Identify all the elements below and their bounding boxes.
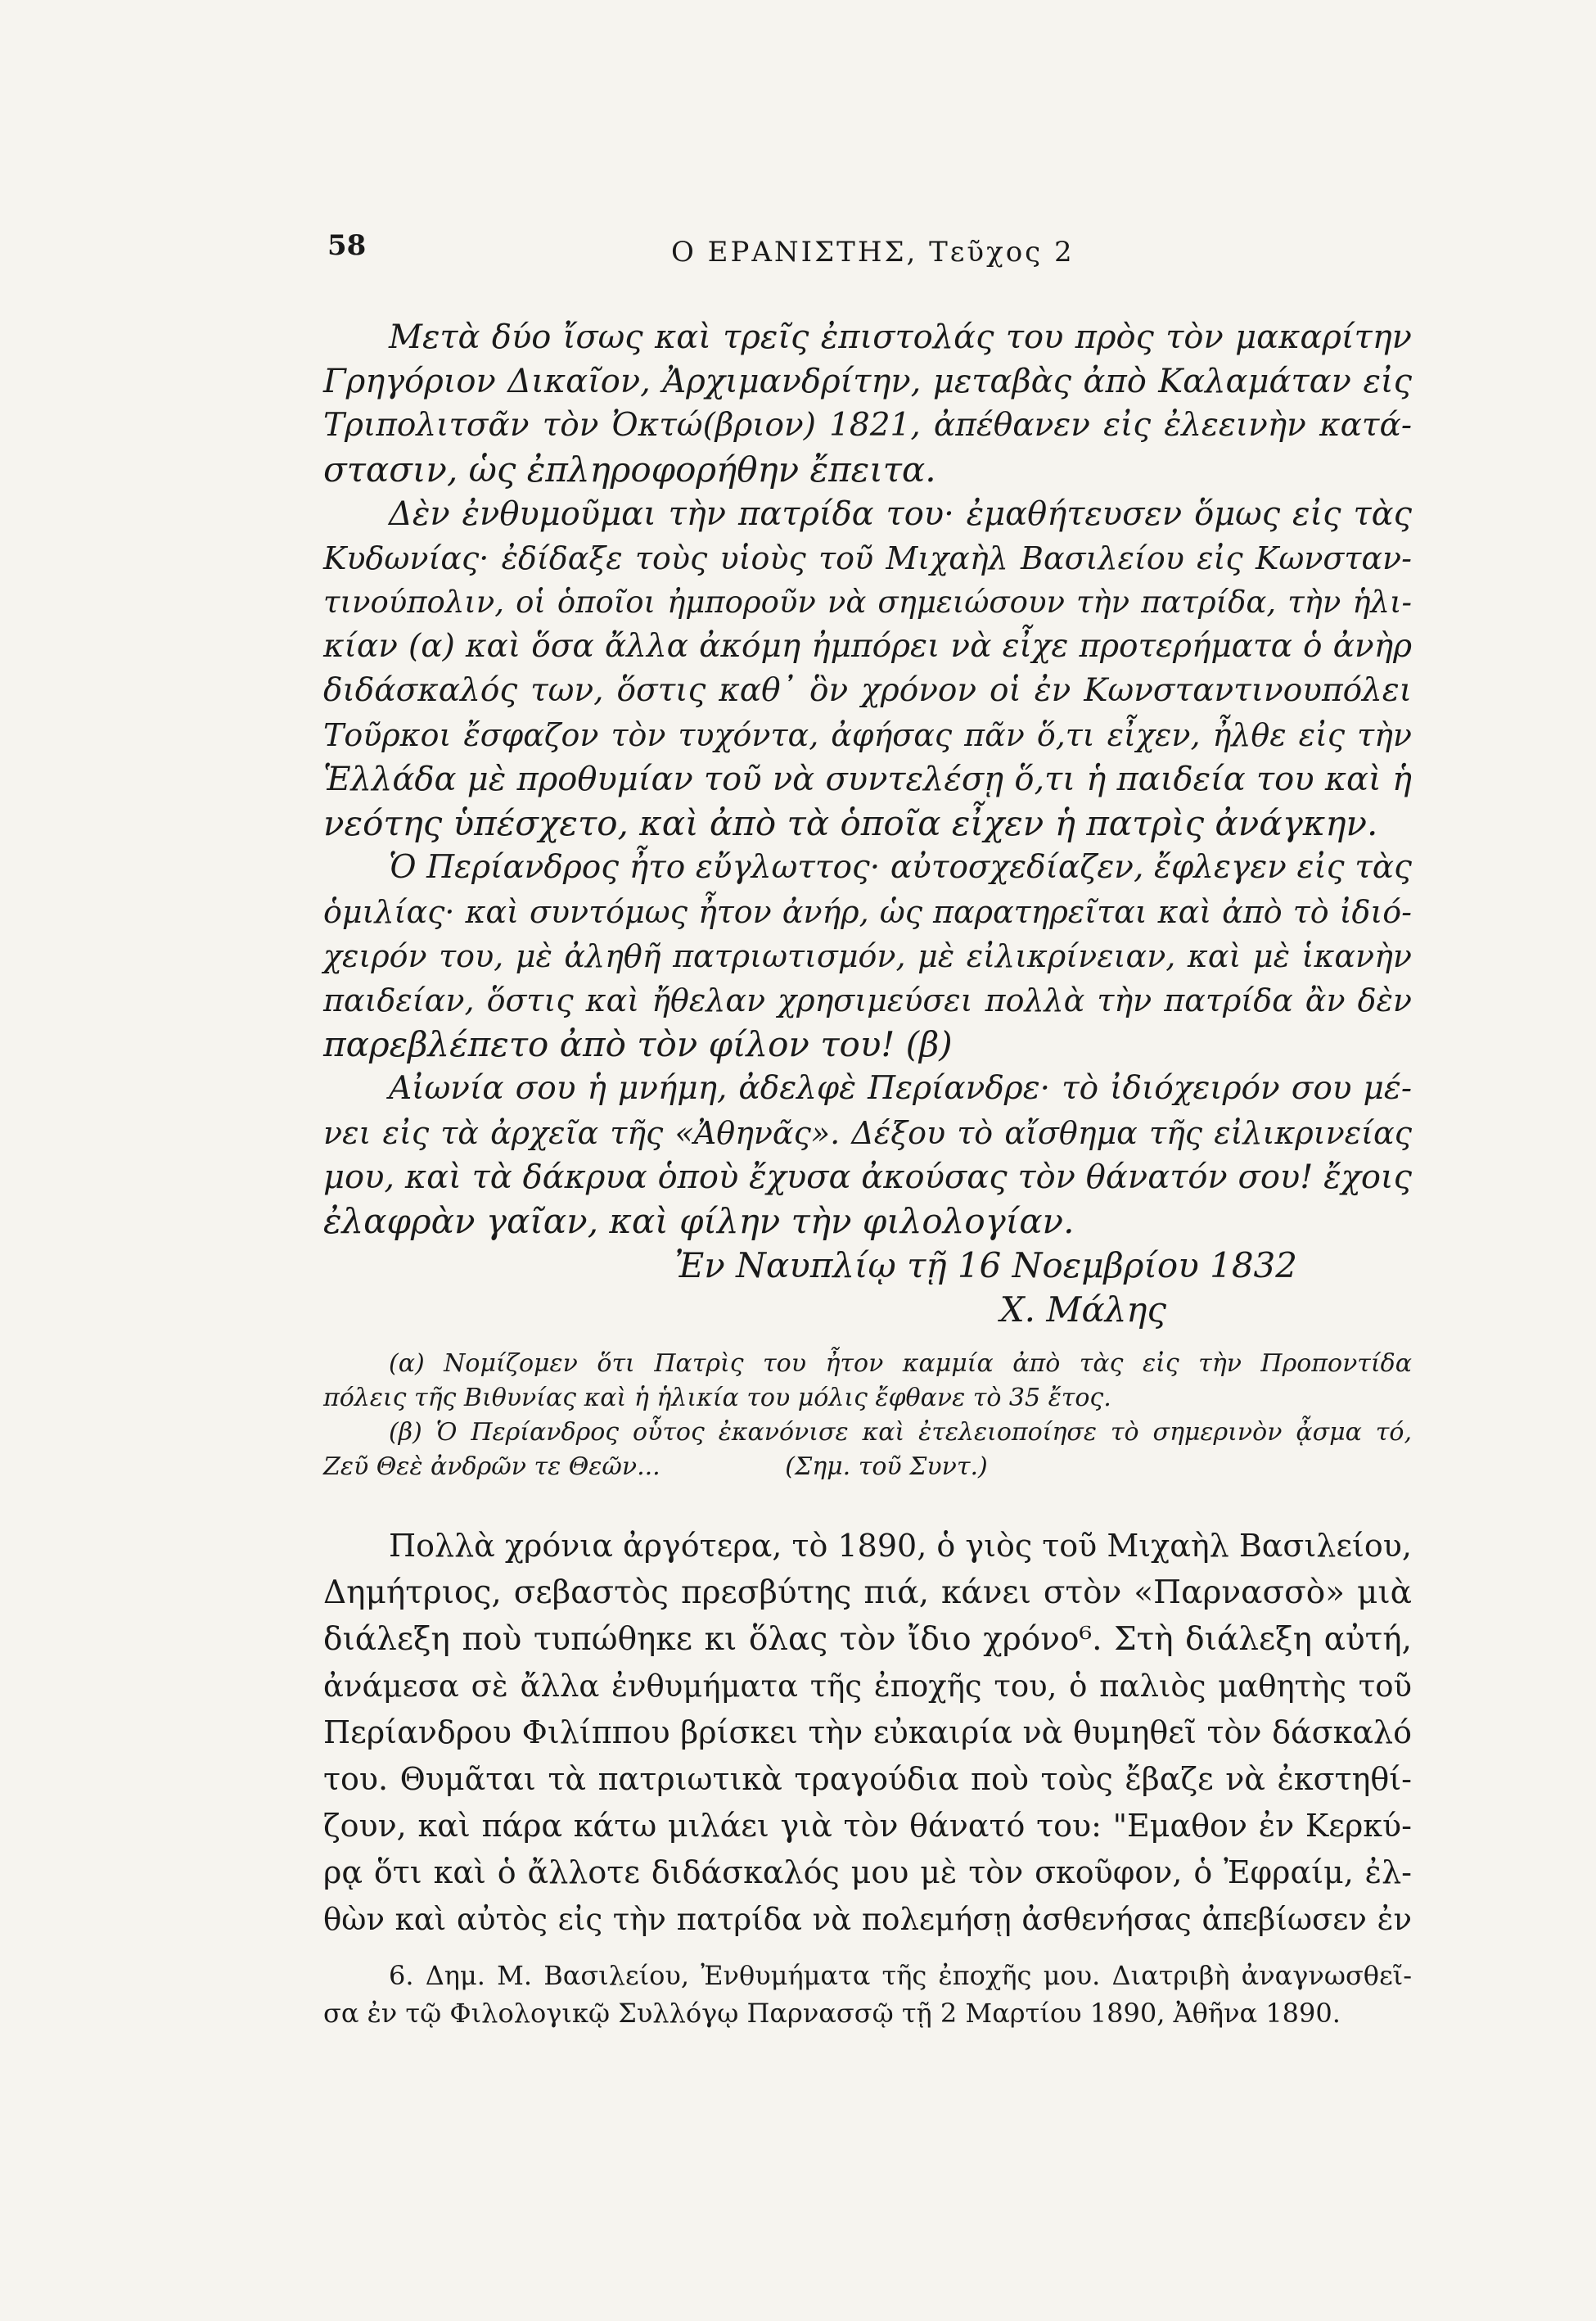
quoted-letter [323, 315, 1412, 1332]
body-line: Περίανδρου Φιλίππου βρίσκει τὴν εὐκαιρία νὰ θυμηθεῖ τὸν δάσκαλό [323, 1714, 1412, 1750]
quote-line: Ὁ Περίανδρος ἦτο εὔγλωττος· αὐτοσχεδίαζεν, ἔφλεγεν εἰς τὰς [389, 849, 1412, 886]
page-header [327, 229, 1473, 278]
quote-line: Δὲν ἐνθυμοῦμαι τὴν πατρίδα του· ἐμαθήτευσεν ὅμως εἰς τὰς [389, 495, 1412, 533]
footnote-line: 6. Δημ. Μ. Βασιλείου, Ἐνθυμήματα τῆς ἐποχῆς μου. Διατριβὴ ἀναγνωσθεῖ- [389, 1960, 1412, 1991]
quote-line: Τριπολιτσᾶν τὸν Ὀκτώ(βριον) 1821, ἀπέθανεν εἰς ἐλεεινὴν κατά- [323, 407, 1412, 444]
quote-line: χειρόν του, μὲ ἀληθῆ πατριωτισμόν, μὲ εἰλικρίνειαν, καὶ μὲ ἱκανὴν [323, 938, 1412, 974]
footnote [323, 1957, 1412, 2032]
place-date: Ἐν Ναυπλίῳ τῇ 16 Νοεμβρίου 1832 [674, 1245, 1297, 1285]
note-line: (α) Νομίζομεν ὅτι Πατρὶς του ἦτον καμμία ἀπὸ τὰς εἰς τὴν Προποντίδα [389, 1349, 1412, 1378]
quote-line: παιδείαν, ὅστις καὶ ἤθελαν χρησιμεύσει πολλὰ τὴν πατρίδα ἂν δὲν [323, 982, 1412, 1018]
body-line: διάλεξη ποὺ τυπώθηκε κι ὅλας τὸν ἴδιο χρόνο⁶. Στὴ διάλεξη αὐτή, [323, 1621, 1412, 1658]
quote-line: ἐλαφρὰν γαῖαν, καὶ φίλην τὴν φιλολογίαν. [323, 1201, 1075, 1241]
quote-line: τινούπολιν, οἱ ὁποῖοι ἠμποροῦν νὰ σημειώσουν τὴν πατρίδα, τὴν ἡλι- [323, 585, 1412, 620]
quote-line: παρεβλέπετο ἀπὸ τὸν φίλον του! (β) [323, 1024, 953, 1064]
quote-line: Κυδωνίας· ἐδίδαξε τοὺς υἱοὺς τοῦ Μιχαὴλ Βασιλείου εἰς Κωνσταν- [323, 540, 1412, 576]
body-line: θὼν καὶ αὐτὸς εἰς τὴν πατρίδα νὰ πολεμήσῃ ἀσθενήσας ἀπεβίωσεν ἐν [323, 1902, 1412, 1937]
footnote-line: σα ἐν τῷ Φιλολογικῷ Συλλόγῳ Παρνασσῷ τῇ 2 Μαρτίου 1890, Ἀθῆνα 1890. [323, 1998, 1341, 2029]
quote-line: Τοῦρκοι ἔσφαζον τὸν τυχόντα, ἀφήσας πᾶν ὅ,τι εἶχεν, ἦλθε εἰς τὴν [323, 717, 1412, 753]
note-line: (β) Ὁ Περίανδρος οὗτος ἐκανόνισε καὶ ἐτελειοποίησε τὸ σημερινὸν ᾆσμα τό, [389, 1418, 1412, 1447]
quote-line: μου, καὶ τὰ δάκρυα ὁποὺ ἔχυσα ἀκούσας τὸν θάνατόν σου! ἔχοις [323, 1158, 1412, 1196]
note-line: Ζεῦ Θεὲ ἀνδρῶν τε Θεῶν... (Σημ. τοῦ Συντ.) [323, 1452, 988, 1481]
quote-line: διδάσκαλός των, ὅστις καθ᾿ ὃν χρόνον οἱ ἐν Κωνσταντινουπόλει [323, 672, 1412, 709]
quote-line: ὁμιλίας· καὶ συντόμως ἦτον ἀνήρ, ὡς παρατηρεῖται καὶ ἀπὸ τὸ ἰδιό- [323, 894, 1412, 930]
body-line: Δημήτριος, σεβαστὸς πρεσβύτης πιά, κάνει στὸν «Παρνασσὸ» μιὰ [323, 1574, 1412, 1611]
main-text [323, 1523, 1412, 1943]
quote-line: στασιν, ὡς ἐπληροφορήθην ἔπειτα. [323, 449, 936, 490]
body-line: ζουν, καὶ πάρα κάτω μιλάει γιὰ τὸν θάνατό του: "Εμαθον ἐν Κερκύ- [323, 1808, 1412, 1844]
body-line: ρᾳ ὅτι καὶ ὁ ἄλλοτε διδάσκαλός μου μὲ τὸν σκοῦφον, ὁ Ἐφραίμ, ἐλ- [323, 1854, 1412, 1890]
note-line: πόλεις τῆς Βιθυνίας καὶ ἡ ἡλικία του μόλις ἔφθανε τὸ 35 ἔτος. [323, 1384, 1111, 1412]
quote-line: Αἰωνία σου ἡ μνήμη, ἀδελφὲ Περίανδρε· τὸ ἰδιόχειρόν σου μέ- [389, 1070, 1412, 1107]
body-line: του. Θυμᾶται τὰ πατριωτικὰ τραγούδια ποὺ τοὺς ἔβαζε νὰ ἐκστηθί- [323, 1761, 1412, 1797]
running-title: Ο ΕΡΑΝΙΣΤΗΣ, Τεῦχος 2 [671, 236, 1075, 269]
quote-line: νεότης ὑπέσχετο, καὶ ἀπὸ τὰ ὁποῖα εἶχεν ἡ πατρὶς ἀνάγκην. [323, 803, 1378, 843]
signature: Χ. Μάλης [999, 1289, 1166, 1330]
quote-line: νει εἰς τὰ ἀρχεῖα τῆς «Ἀθηνᾶς». Δέξου τὸ αἴσθημα τῆς εἰλικρινείας [323, 1115, 1412, 1151]
quote-line: Γρηγόριον Δικαῖον, Ἀρχιμανδρίτην, μεταβὰς ἀπὸ Καλαμάταν εἰς [323, 363, 1412, 400]
letter-notes [323, 1347, 1412, 1484]
quote-line: κίαν (α) καὶ ὅσα ἄλλα ἀκόμη ἠμπόρει νὰ εἶχε προτερήματα ὁ ἀνὴρ [323, 628, 1412, 665]
quote-line: Μετὰ δύο ἴσως καὶ τρεῖς ἐπιστολάς του πρὸς τὸν μακαρίτην [389, 318, 1412, 356]
page-number: 58 [327, 229, 367, 262]
quote-line: Ἑλλάδα μὲ προθυμίαν τοῦ νὰ συντελέσῃ ὅ,τι ἡ παιδεία του καὶ ἡ [323, 761, 1412, 798]
body-line: Πολλὰ χρόνια ἀργότερα, τὸ 1890, ὁ γιὸς τοῦ Μιχαὴλ Βασιλείου, [389, 1528, 1412, 1564]
body-line: ἀνάμεσα σὲ ἄλλα ἐνθυμήματα τῆς ἐποχῆς του, ὁ παλιὸς μαθητὴς τοῦ [323, 1669, 1412, 1704]
